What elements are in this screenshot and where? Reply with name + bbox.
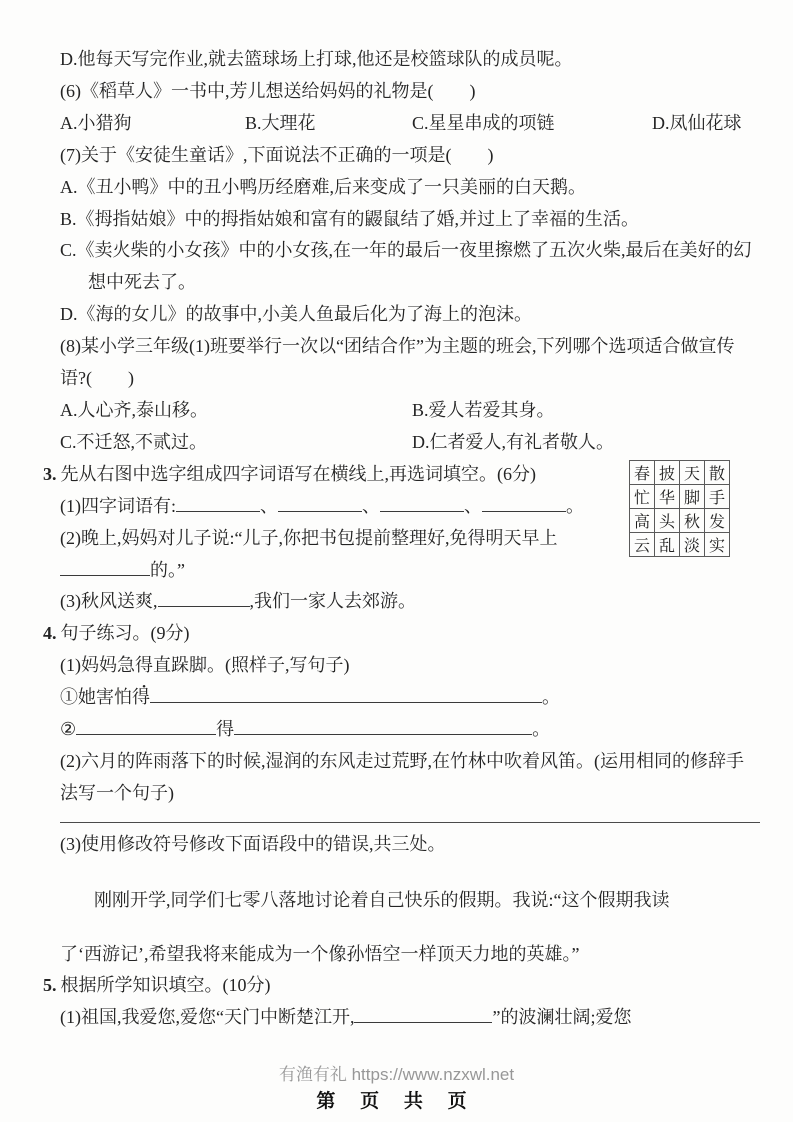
answer-blank: [76, 719, 216, 735]
grid-cell: 脚: [680, 485, 705, 509]
q2-sub8-options-row2: [60, 427, 760, 459]
q3-sub3-pre: (3)秋风送爽,: [60, 591, 158, 612]
separator: 、: [362, 495, 380, 516]
footer-page-label: 第 页 共 页: [316, 1091, 477, 1112]
q2-sub7-option-b: B.《拇指姑娘》中的拇指姑娘和富有的鼹鼠结了婚,并过上了幸福的生活。: [60, 208, 640, 229]
grid-cell: 天: [680, 461, 705, 485]
grid-cell: 华: [655, 485, 680, 509]
q3-number: 3.: [43, 463, 57, 484]
q4-item2-mid: 得: [216, 719, 235, 740]
q4-title: 句子练习。(9分): [60, 623, 190, 644]
grid-cell: 实: [705, 533, 730, 557]
q5-sub1-tail: ”的波澜壮阔;爱您: [492, 1007, 632, 1028]
answer-blank: [278, 496, 362, 512]
answer-blank: [60, 560, 150, 576]
q4-sub1-tail: 直跺脚。(照样子,写句子): [153, 655, 350, 676]
q4-item1-pre: ①她害怕得: [60, 687, 150, 708]
q5-sub1: [60, 1002, 760, 1034]
q4-sub1-pre: (1)妈妈急: [60, 655, 135, 676]
q3-title: 先从右图中选字组成四字词语写在横线上,再选词填空。(6分): [60, 463, 536, 484]
q4-item1: [60, 682, 760, 714]
grid-cell: 忙: [630, 485, 655, 509]
q2-sub6-options: [60, 108, 760, 140]
grid-cell: 发: [705, 509, 730, 533]
grid-cell: 淡: [680, 533, 705, 557]
grid-cell: 云: [630, 533, 655, 557]
grid-row: [630, 509, 730, 533]
q2-sub7-option-a: A.《丑小鸭》中的丑小鸭历经磨难,后来变成了一只美丽的白天鹅。: [60, 176, 586, 197]
q2-sub7-option-c: C.《卖火柴的小女孩》中的小女孩,在一年的最后一夜里擦燃了五次火柴,最后在美好的幻想中死去了。: [60, 240, 752, 293]
answer-blank: [234, 719, 532, 735]
q4-passage-line1: 刚刚开学,同学们七零八落地讨论着自己快乐的假期。我说:“这个假期我读: [94, 889, 670, 910]
q4-item2-pre: ②: [60, 719, 77, 740]
grid-row: [630, 533, 730, 557]
grid-cell: 秋: [680, 509, 705, 533]
option-b: B.大理花: [245, 112, 316, 133]
q2-sub6-stem: (6)《稻草人》一书中,芳儿想送给妈妈的礼物是( ): [60, 80, 476, 101]
q3-sub2-tail: 的。”: [150, 559, 185, 580]
answer-blank: [482, 496, 566, 512]
grid-cell: 头: [655, 509, 680, 533]
answer-rule-line: [60, 810, 760, 823]
q5-title: 根据所学知识填空。(10分): [60, 975, 271, 996]
q2-sub8-stem: (8)某小学三年级(1)班要举行一次以“团结合作”为主题的班会,下列哪个选项适合做宣传语?( ): [60, 336, 735, 389]
option-d: D.仁者爱人,有礼者敬人。: [412, 431, 614, 452]
option-a: A.小猎狗: [60, 112, 132, 133]
grid-cell: 乱: [655, 533, 680, 557]
footer-watermark: 有渔有礼 https://www.nzxwl.net: [278, 1065, 515, 1084]
q4-number: 4.: [43, 623, 57, 644]
option-a: A.人心齐,泰山移。: [60, 399, 208, 420]
grid-cell: 高: [630, 509, 655, 533]
grid-cell: 手: [705, 485, 730, 509]
q2-sub7-stem: (7)关于《安徒生童话》,下面说法不正确的一项是( ): [60, 144, 494, 165]
grid-cell: 披: [655, 461, 680, 485]
emphasized-char: 得: [135, 655, 153, 676]
q3-sub2-line1: (2)晚上,妈妈对儿子说:“儿子,你把书包提前整理好,免得明天早上: [60, 527, 558, 548]
grid-cell: 散: [705, 461, 730, 485]
q4-sub2: (2)六月的阵雨落下的时候,湿润的东风走过荒野,在竹林中吹着风笛。(运用相同的修辞手法写一个句子): [60, 750, 744, 803]
q4-sub1: [60, 650, 760, 682]
q3-sub1-label: (1)四字词语有:: [60, 495, 176, 516]
answer-blank: [158, 591, 250, 607]
q4-heading: [43, 618, 760, 650]
answer-blank: [380, 496, 464, 512]
separator: 、: [464, 495, 482, 516]
q4-passage-line2: 了‘西游记’,希望我将来能成为一个像孙悟空一样顶天力地的英雄。”: [60, 943, 580, 964]
q2-option-d: D.他每天写完作业,就去篮球场上打球,他还是校篮球队的成员呢。: [60, 49, 573, 69]
grid-cell: 春: [630, 461, 655, 485]
q5-sub1-pre: (1)祖国,我爱您,爱您“天门中断楚江开,: [60, 1007, 355, 1028]
q4-sub3: (3)使用修改符号修改下面语段中的错误,共三处。: [60, 833, 446, 854]
grid-row: [630, 485, 730, 509]
q3-sub3-tail: ,我们一家人去郊游。: [249, 591, 416, 612]
q3-sub3: [60, 586, 760, 618]
option-c: C.星星串成的项链: [412, 112, 555, 133]
q3-sub2-line2: [60, 555, 760, 587]
grid-row: [630, 461, 730, 485]
answer-blank: [176, 496, 260, 512]
option-d: D.凤仙花球: [652, 112, 742, 133]
period: 。: [566, 495, 584, 516]
answer-blank: [150, 687, 542, 703]
period: 。: [542, 687, 560, 708]
period: 。: [532, 719, 551, 740]
answer-blank: [354, 1007, 492, 1023]
separator: 、: [260, 495, 278, 516]
q2-sub7-option-d: D.《海的女儿》的故事中,小美人鱼最后化为了海上的泡沫。: [60, 304, 532, 325]
option-c: C.不迁怒,不贰过。: [60, 431, 208, 452]
q5-number: 5.: [43, 975, 57, 996]
q3-character-grid: [629, 460, 730, 557]
option-b: B.爱人若爱其身。: [412, 399, 555, 420]
q4-item2: [60, 714, 760, 746]
q2-sub8-options-row1: [60, 395, 760, 427]
q5-heading: [43, 970, 760, 1002]
